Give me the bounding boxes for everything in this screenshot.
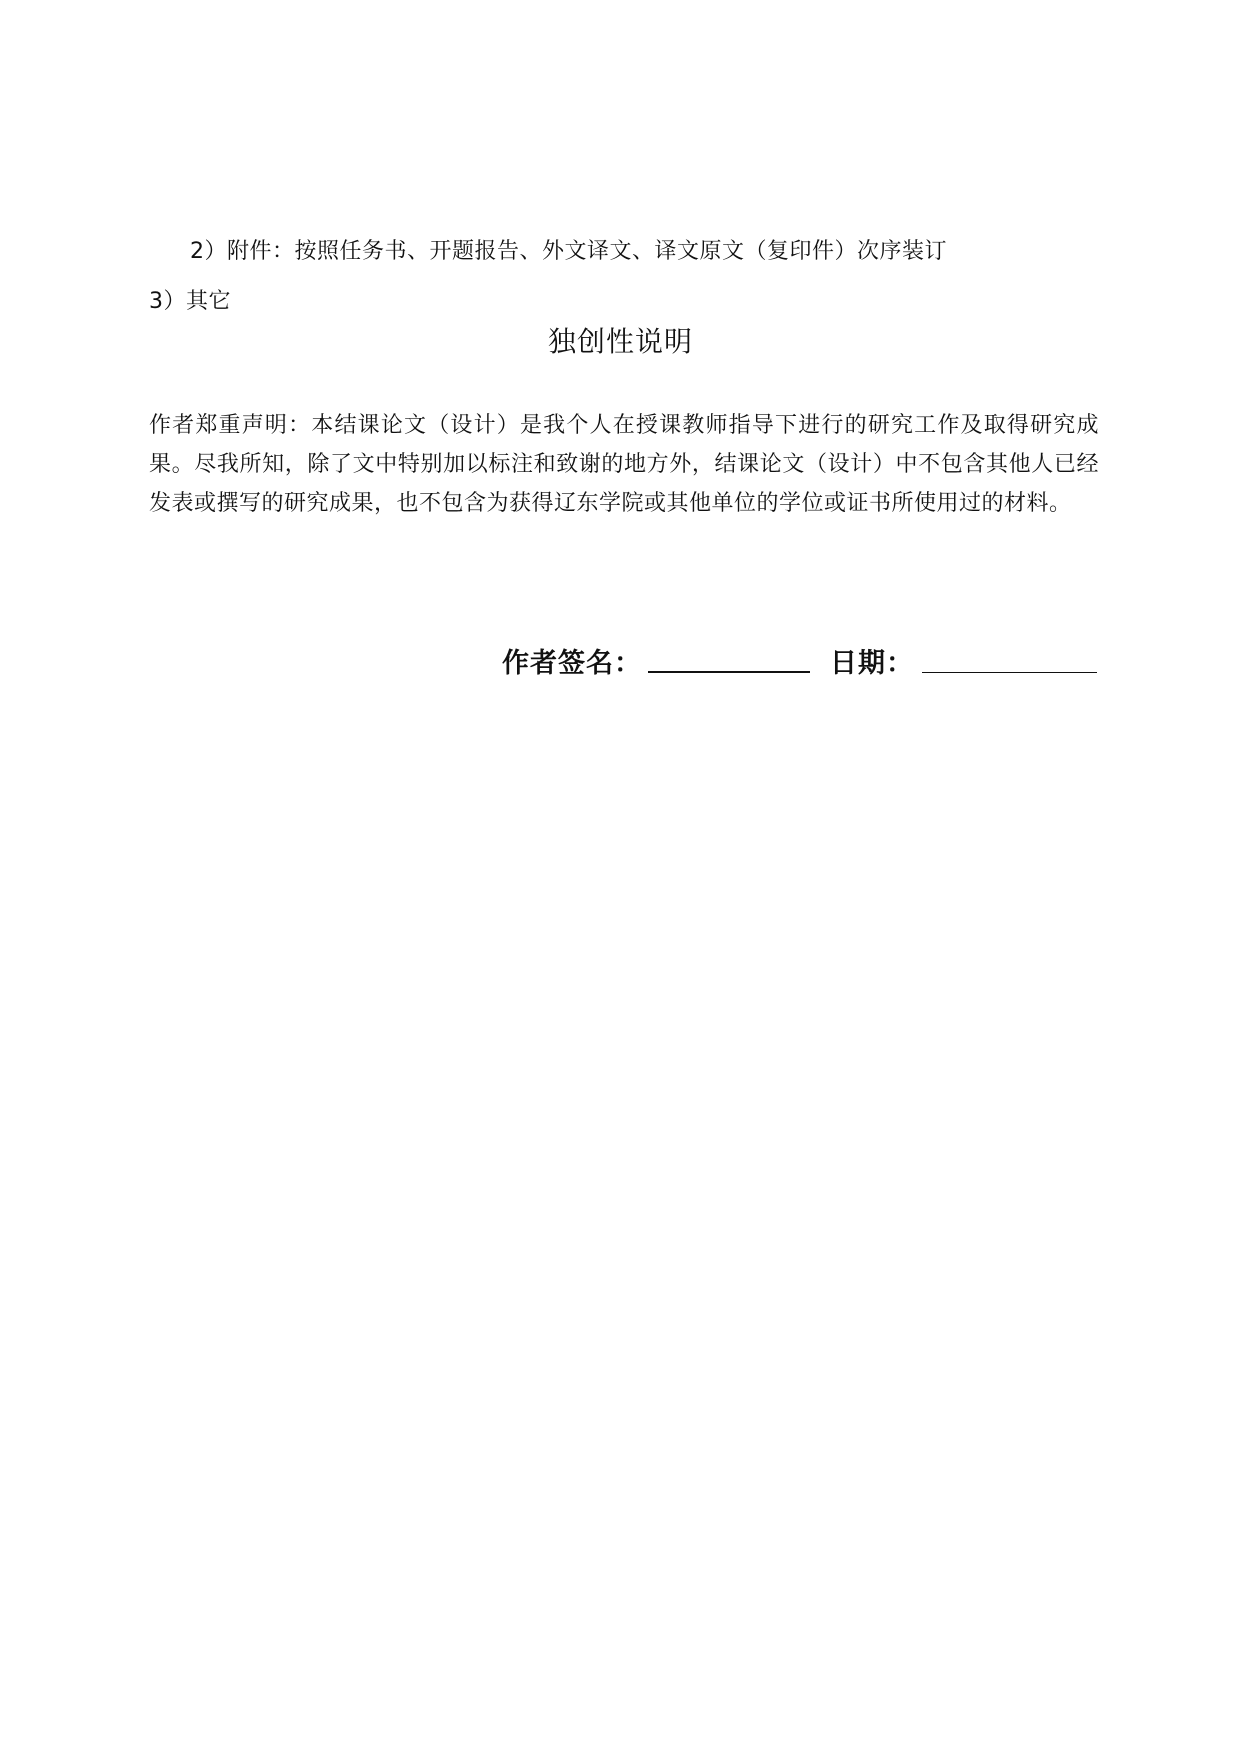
date-field[interactable] (922, 671, 1097, 673)
signature-row (502, 650, 1097, 677)
other-item: 3）其它 (149, 289, 231, 314)
page-title: 独创性说明 (547, 325, 693, 358)
signature-label: 作者签名： (502, 648, 642, 679)
attachment-instruction: 2）附件：按照任务书、开题报告、外文译文、译文原文（复印件）次序装订 (190, 239, 947, 264)
date-label: 日期： (830, 648, 914, 679)
signature-field[interactable] (648, 670, 810, 673)
originality-declaration: 作者郑重声明：本结课论文（设计）是我个人在授课教师指导下进行的研究工作及取得研究成果。尽我所知，除了文中特别加以标注和致谢的地方外，结课论文（设计）中不包含其他人已经发表或撰写的研究成果，也不包含为获得辽东学院或其他单位的学位或证书所使用过的材料。 (149, 413, 1099, 516)
